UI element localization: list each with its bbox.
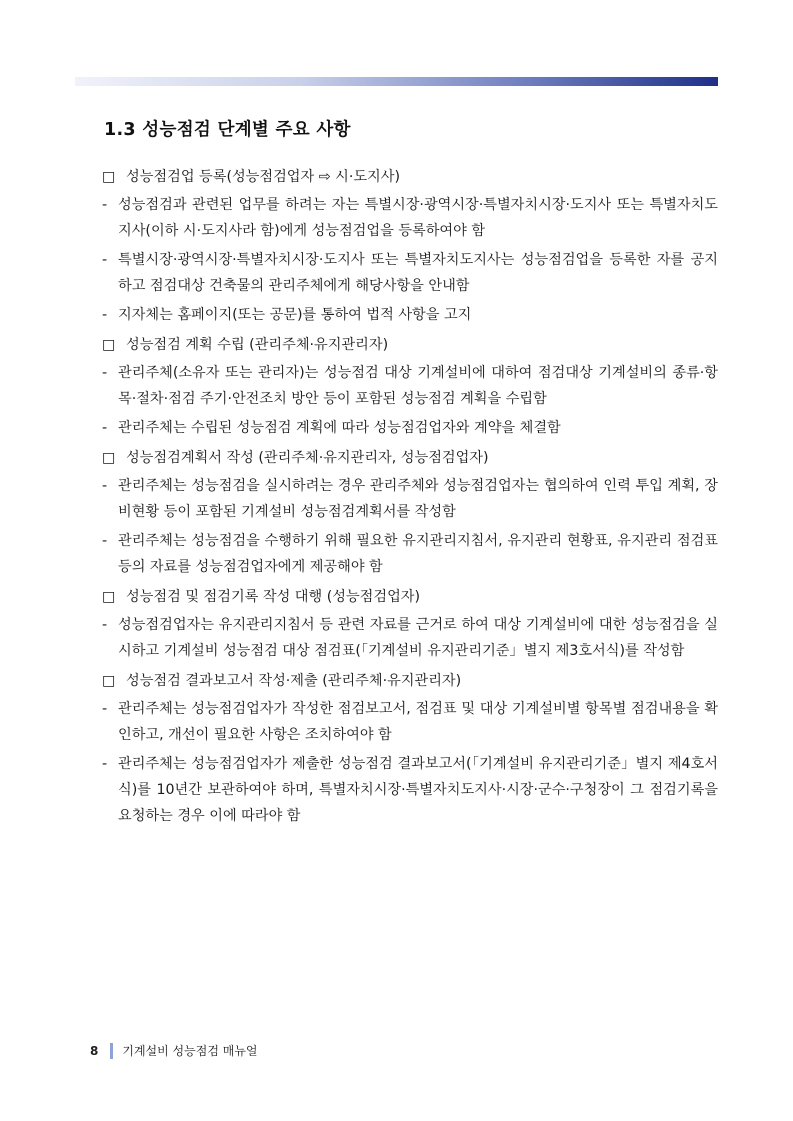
checkbox-square-icon: □ xyxy=(102,450,116,466)
section-title: 1.3 성능점검 단계별 주요 사항 xyxy=(104,120,351,140)
list-item-text: 관리주체는 성능점검을 실시하려는 경우 관리주체와 성능점검업자는 협의하여 인력 투입 계획, 장비현황 등이 포함된 기계설비 성능점검계획서를 작성함 xyxy=(118,478,718,520)
list-item xyxy=(102,415,718,441)
list-item xyxy=(102,302,718,328)
list-item xyxy=(102,360,718,412)
checkbox-square-icon: □ xyxy=(102,169,116,185)
group-heading-text: 성능점검 계획 수립 (관리주체·유지관리자) xyxy=(126,337,389,353)
group-heading xyxy=(102,165,718,189)
list-item xyxy=(102,612,718,664)
page-number: 8 xyxy=(90,1043,99,1058)
list-item-text: 특별시장·광역시장·특별자치시장·도지사 또는 특별자치도지사는 성능점검업을 등록한 자를 공지하고 점검대상 건축물의 관리주체에게 해당사항을 안내함 xyxy=(118,252,718,294)
group-heading xyxy=(102,333,718,357)
checkbox-square-icon: □ xyxy=(102,673,116,689)
list-item xyxy=(102,751,718,829)
dash-bullet: - xyxy=(102,365,108,381)
group-heading xyxy=(102,669,718,693)
section-body xyxy=(102,160,718,832)
list-item xyxy=(102,247,718,299)
header-gradient-bar xyxy=(75,77,718,86)
dash-bullet: - xyxy=(102,617,108,633)
group-heading-text: 성능점검업 등록(성능점검업자 ⇨ 시·도지사) xyxy=(126,169,400,185)
list-item-text: 성능점검업자는 유지관리지침서 등 관련 자료를 근거로 하여 대상 기계설비에 대한 성능점검을 실시하고 기계설비 성능점검 대상 점검표(「기계설비 유지관리기준」별지 제3호서식)를 작성함 xyxy=(118,617,718,659)
list-item xyxy=(102,473,718,525)
footer-divider xyxy=(110,1043,113,1059)
group-heading xyxy=(102,585,718,609)
dash-bullet: - xyxy=(102,252,108,268)
list-item-text: 관리주체(소유자 또는 관리자)는 성능점검 대상 기계설비에 대하여 점검대상 기계설비의 종류·항목·절차·점검 주기·안전조치 방안 등이 포함된 성능점검 계획을 수립함 xyxy=(118,365,718,407)
list-item-text: 관리주체는 수립된 성능점검 계획에 따라 성능점검업자와 계약을 체결함 xyxy=(118,420,561,436)
group-heading-text: 성능점검 및 점검기록 작성 대행 (성능점검업자) xyxy=(126,589,421,605)
group-heading-text: 성능점검 결과보고서 작성·제출 (관리주체·유지관리자) xyxy=(126,673,462,689)
page-footer xyxy=(90,1042,258,1059)
dash-bullet: - xyxy=(102,701,108,717)
list-item-text: 성능점검과 관련된 업무를 하려는 자는 특별시장·광역시장·특별자치시장·도지사 또는 특별자치도지사(이하 시·도지사라 함)에게 성능점검업을 등록하여야 함 xyxy=(118,197,718,239)
dash-bullet: - xyxy=(102,197,108,213)
checkbox-square-icon: □ xyxy=(102,337,116,353)
group-heading-text: 성능점검계획서 작성 (관리주체·유지관리자, 성능점검업자) xyxy=(126,450,489,466)
list-item xyxy=(102,192,718,244)
dash-bullet: - xyxy=(102,756,108,772)
dash-bullet: - xyxy=(102,307,108,323)
list-item xyxy=(102,528,718,580)
list-item-text: 관리주체는 성능점검업자가 작성한 점검보고서, 점검표 및 대상 기계설비별 항목별 점검내용을 확인하고, 개선이 필요한 사항은 조치하여야 함 xyxy=(118,701,718,743)
dash-bullet: - xyxy=(102,478,108,494)
list-item-text: 지자체는 홈페이지(또는 공문)를 통하여 법적 사항을 고지 xyxy=(118,307,472,323)
checkbox-square-icon: □ xyxy=(102,589,116,605)
list-item-text: 관리주체는 성능점검업자가 제출한 성능점검 결과보고서(「기계설비 유지관리기준」별지 제4호서식)를 10년간 보관하여야 하며, 특별자치시장·특별자치도지사·시장·군수·구청장이 그 점검기록을 요청하는 경우 이에 따라야 함 xyxy=(118,756,718,824)
dash-bullet: - xyxy=(102,420,108,436)
group-heading xyxy=(102,446,718,470)
list-item xyxy=(102,696,718,748)
dash-bullet: - xyxy=(102,533,108,549)
footer-doc-title: 기계설비 성능점검 매뉴얼 xyxy=(122,1044,258,1058)
list-item-text: 관리주체는 성능점검을 수행하기 위해 필요한 유지관리지침서, 유지관리 현황표, 유지관리 점검표 등의 자료를 성능점검업자에게 제공해야 함 xyxy=(118,533,718,575)
